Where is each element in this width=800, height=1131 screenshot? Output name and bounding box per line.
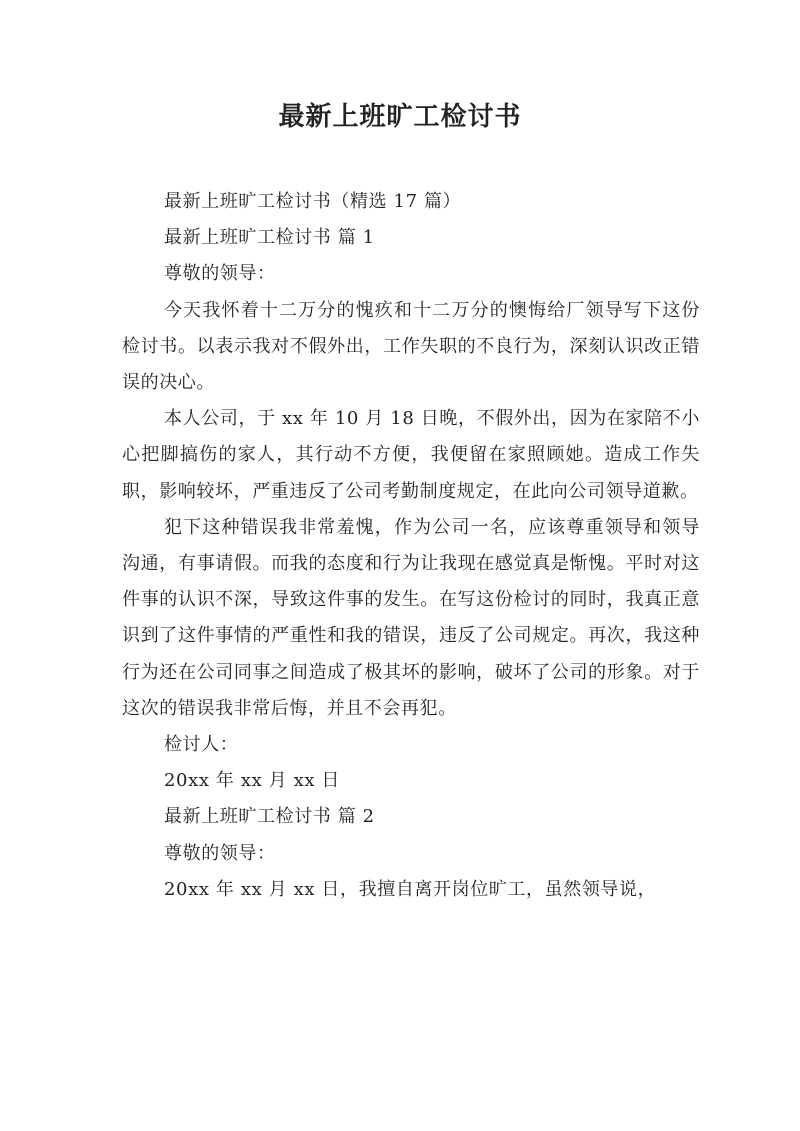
document-title: 最新上班旷工检讨书 <box>278 102 522 132</box>
salutation-2: 尊敬的领导： <box>164 842 276 864</box>
section-heading-1: 最新上班旷工检讨书 篇 1 <box>164 227 375 249</box>
paragraph-3: 犯下这种错误我非常羞愧，作为公司一名，应该尊重领导和领导沟通，有事请假。而我的态度和行为让我现在感觉真是惭愧。平时对这件事的认识不深，导致这件事的发生。在写这份检讨的同时，我真正意识到了这件事情的严重性和我的错误，违反了公司规定。再次，我这种行为还在公司同事之间造成了极其坏的影响，破坏了公司的形象。对于这次的错误我非常后悔，并且不会再犯。 <box>122 516 700 719</box>
paragraph-4: 20xx 年 xx 月 xx 日，我擅自离开岗位旷工，虽然领导说， <box>164 878 657 900</box>
signature-label: 检讨人： <box>164 734 239 755</box>
subtitle-line: 最新上班旷工检讨书（精选 17 篇） <box>164 191 462 212</box>
paragraph-1: 今天我怀着十二万分的愧疚和十二万分的懊悔给厂领导写下这份检讨书。以表示我对不假外出，工作失职的不良行为，深刻认识改正错误的决心。 <box>122 299 700 393</box>
document-body <box>122 184 700 908</box>
section-heading-2: 最新上班旷工检讨书 篇 2 <box>164 806 375 828</box>
paragraph-2: 本人公司，于 xx 年 10 月 18 日晚，不假外出，因为在家陪不小心把脚搞伤的家人，其行动不方便，我便留在家照顾她。造成工作失职，影响较坏，严重违反了公司考勤制度规定，在此向公司领导道歉。 <box>122 408 700 502</box>
signature-date: 20xx 年 xx 月 xx 日 <box>164 770 341 792</box>
salutation-1: 尊敬的领导： <box>164 263 276 285</box>
